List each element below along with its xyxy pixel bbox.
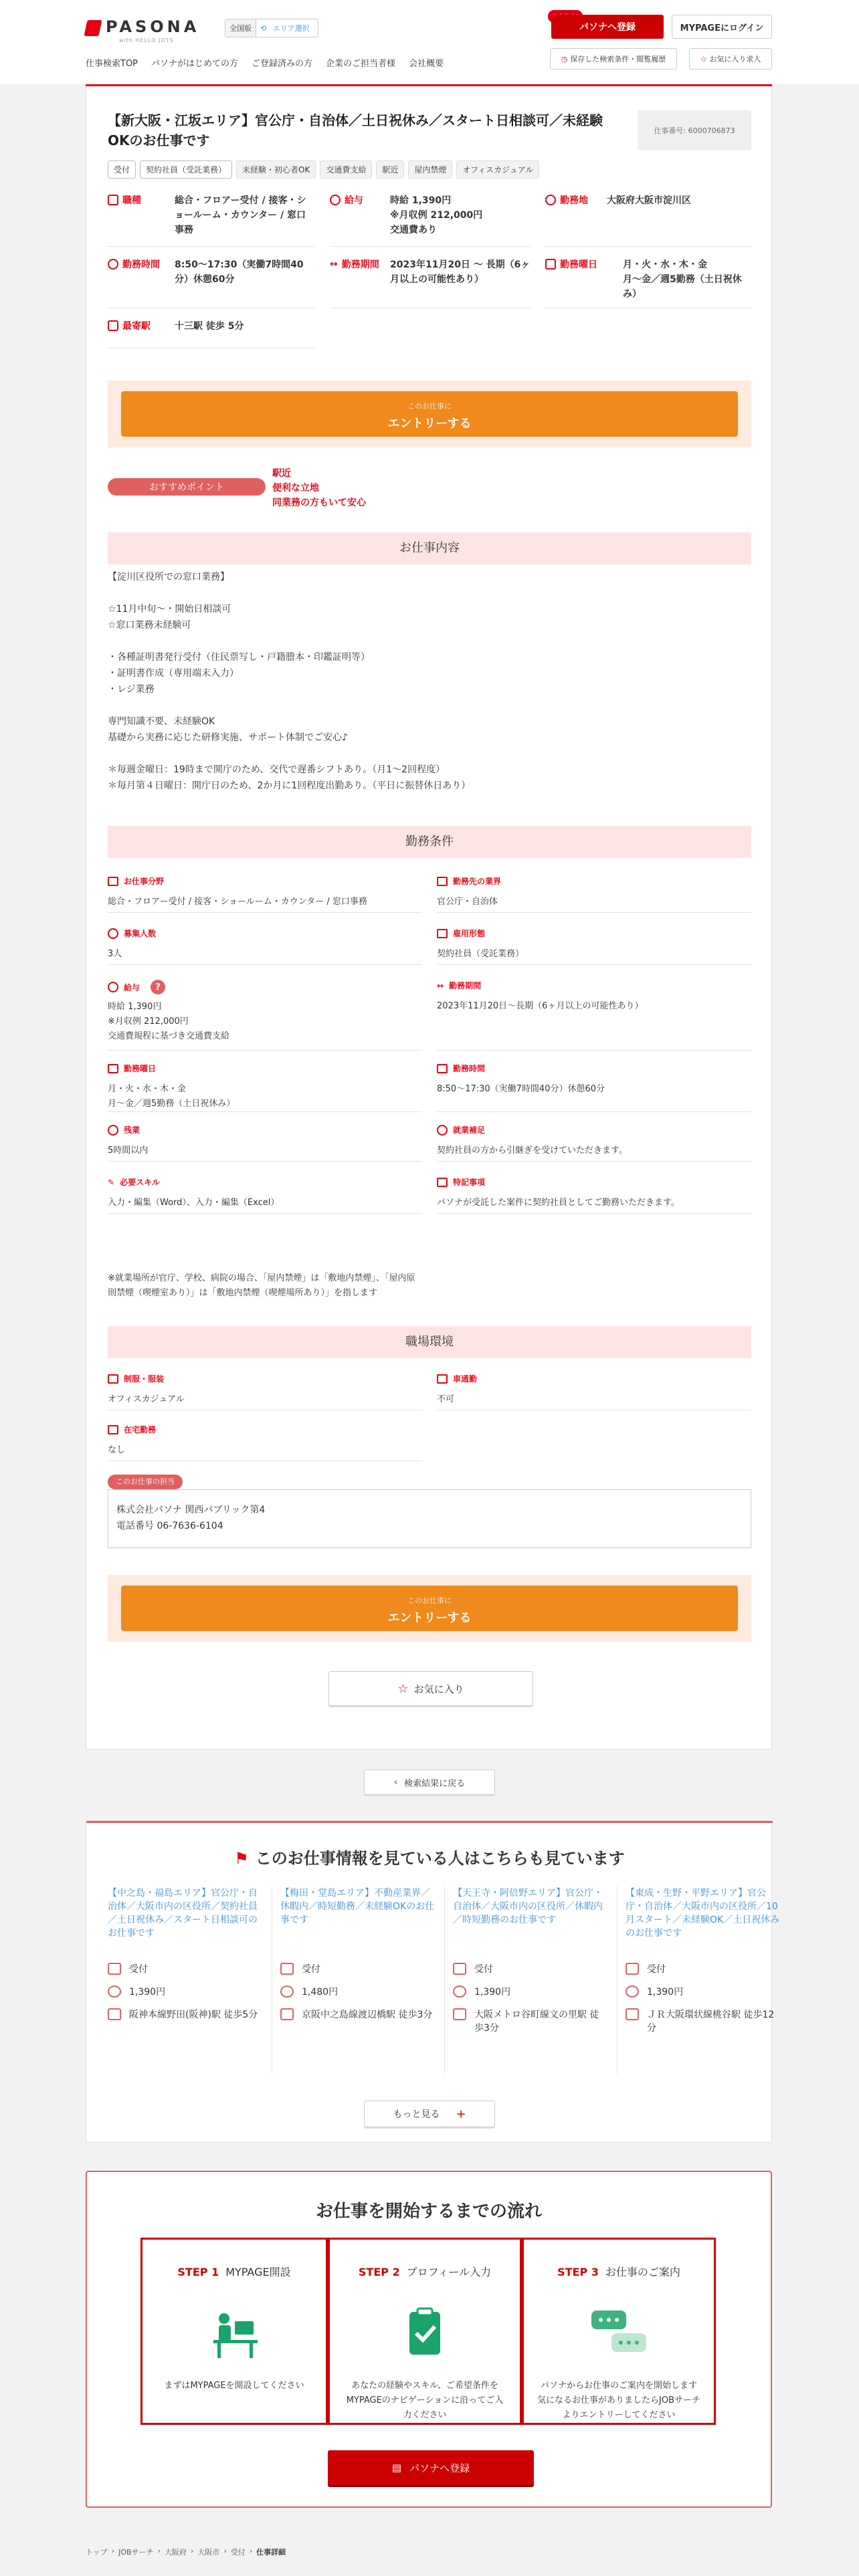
arrows-icon: ↔ [437, 980, 444, 990]
info-value: 月・火・水・木・金 月〜金／週5勤務（土日祝休み） [623, 259, 742, 300]
breadcrumb-sep: › [190, 2547, 194, 2555]
bag-icon [626, 1963, 639, 1975]
related-title-text: このお仕事情報を見ている人はこちらも見ています [255, 1849, 625, 1868]
money-bag-icon [330, 195, 341, 205]
add-favorite-button[interactable] [328, 1671, 533, 1706]
nav-about[interactable]: 会社概要 [409, 59, 444, 69]
related-job-station-text: 阪神本線野田(阪神)駅 徒歩5分 [129, 2010, 258, 2020]
workplace-remote [108, 1424, 422, 1461]
step-name: MYPAGE開設 [225, 2266, 291, 2278]
cond-label-text: 特記事項 [453, 1178, 486, 1187]
cond-label-text: 車通勤 [453, 1374, 478, 1384]
money-bag-icon [453, 1985, 466, 1998]
logo-text[interactable]: PASONA [106, 17, 200, 36]
workplace-dress [108, 1373, 422, 1410]
step-name: お仕事のご案内 [605, 2266, 680, 2278]
clock-icon [108, 259, 118, 270]
info-days [545, 257, 751, 308]
clock-icon [108, 1125, 118, 1136]
money-bag-icon [108, 1985, 121, 1998]
related-job-type-text: 受付 [647, 1964, 666, 1975]
info-label-text: 給与 [345, 195, 363, 206]
related-job-station [626, 2008, 781, 2035]
cond-label-text: 勤務曜日 [124, 1064, 157, 1073]
arrows-icon: ↔ [330, 259, 338, 270]
main-nav [86, 56, 457, 69]
related-job-type [453, 1963, 608, 1976]
train-icon [108, 2008, 121, 2020]
step-name: プロフィール入力 [406, 2266, 492, 2278]
area-select-link[interactable]: ⟲ エリア選択 [256, 23, 318, 33]
help-icon[interactable]: ? [151, 980, 165, 994]
bag-icon [280, 1963, 294, 1975]
flow-step-1 [140, 2238, 328, 2425]
site-header [0, 0, 859, 84]
related-job-station [280, 2008, 436, 2022]
tag: オフィスカジュアル [456, 160, 539, 179]
cond-label [108, 928, 422, 939]
cond-label-text: 残業 [124, 1125, 140, 1135]
cond-salary [108, 980, 422, 1051]
cond-value: 総合・フロアー受付 / 接客・ショールーム・カウンター / 窓口事務 [108, 897, 367, 907]
step-description: パソナからお仕事のご案内を開始します気になるお仕事がありましたらJOBサーチよりエントリーしてください [537, 2381, 700, 2420]
breadcrumb-item[interactable]: トップ [86, 2548, 108, 2557]
tag: 受付 [108, 160, 136, 179]
related-job-station-text: ＪＲ大阪環状線桃谷駅 徒歩12分 [647, 2010, 775, 2034]
info-label-text: 職種 [122, 195, 141, 206]
job-content-heading: お仕事内容 [108, 532, 751, 564]
info-label-text: 勤務期間 [341, 259, 379, 270]
info-period [330, 257, 531, 308]
info-value: 時給 1,390円 ※月収例 212,000円 交通費あり [390, 195, 483, 235]
step-description: まずはMYPAGEを開設してください [164, 2381, 304, 2391]
cond-value: パソナが受託した案件に契約社員としてご勤務いただきます。 [437, 1198, 680, 1208]
nav-registered[interactable]: ご登録済みの方 [252, 59, 313, 69]
cond-label-text: 勤務時間 [453, 1064, 486, 1073]
cond-label-text: 必要スキル [120, 1178, 160, 1187]
related-job-type [280, 1963, 436, 1976]
cond-label [108, 1373, 422, 1384]
cond-value: 契約社員（受託業務） [437, 949, 524, 959]
breadcrumb-sep: › [111, 2547, 115, 2555]
breadcrumb-sep: › [157, 2547, 161, 2555]
cond-hours [437, 1063, 751, 1112]
favorites-button[interactable] [689, 48, 772, 70]
flow-register-label: パソナへ登録 [409, 2462, 470, 2474]
info-value: 総合・フロアー受付 / 接客・ショールーム・カウンター / 窓口事務 [175, 195, 306, 235]
cond-label [437, 1176, 751, 1188]
related-job-card[interactable] [453, 1887, 608, 2035]
info-label [108, 319, 151, 332]
related-top-line [86, 1821, 773, 1823]
related-job-title[interactable]: 【中之島・福島エリア】官公庁・自治体／大阪市内の区役所／契約社員／土日祝休み／スタート日相談可のお仕事です [108, 1888, 258, 1939]
cond-label [437, 980, 751, 991]
area-select-label: エリア選択 [272, 24, 310, 33]
flow-register-button[interactable] [328, 2450, 534, 2485]
step-number: STEP 1 [177, 2266, 219, 2278]
info-label [545, 193, 588, 207]
cond-label-text: 就業補足 [453, 1125, 486, 1135]
money-bag-icon [626, 1985, 639, 1998]
people-icon [108, 928, 118, 939]
clipboard-icon [395, 2306, 455, 2360]
info-label-text: 最寄駅 [122, 321, 151, 332]
info-label-text: 勤務曜日 [560, 259, 597, 270]
breadcrumb-item[interactable]: 大阪市 [197, 2548, 220, 2557]
entry-button[interactable] [121, 391, 738, 437]
contact-badge: このお仕事の担当 [108, 1475, 183, 1489]
star-icon: ☆ [397, 1681, 409, 1696]
smoking-note: ※就業場所が官庁、学校、病院の場合、「屋内禁煙」は「敷地内禁煙」、「屋内原則禁煙（喫煙室あり）」は「敷地内禁煙（喫煙場所あり）」を指します [108, 1273, 415, 1298]
cond-label-text: 給与 [124, 982, 140, 992]
pen-icon: ✎ [108, 1177, 115, 1187]
cond-value: 契約社員の方から引継ぎを受けていただきます。 [437, 1146, 628, 1156]
cond-value: オフィスカジュアル [108, 1394, 185, 1404]
breadcrumb-sep: › [249, 2547, 253, 2555]
separator [444, 1887, 445, 2074]
cond-label-text: 募集人数 [124, 929, 157, 938]
flow-steps [140, 2238, 716, 2425]
cond-label [108, 1124, 422, 1136]
info-salary [330, 193, 531, 247]
cond-skills [108, 1176, 422, 1214]
related-job-type [626, 1963, 781, 1976]
related-title [86, 1845, 773, 1868]
cond-headcount [108, 928, 422, 965]
mypage-login-button[interactable]: MYPAGEにログイン [672, 15, 772, 39]
cond-industry [437, 875, 751, 913]
related-job-station-text: 京阪中之島線渡辺橋駅 徒歩3分 [302, 2010, 433, 2020]
job-title: 【新大阪・江坂エリア】官公庁・自治体／土日祝休み／スタート日相談可／未経験OKのお仕事です [108, 112, 603, 148]
related-job-pay [453, 1985, 608, 1999]
cond-employment [437, 928, 751, 965]
clock-icon: ◷ [561, 54, 568, 64]
cond-label [108, 980, 422, 994]
money-bag-icon [280, 1985, 294, 1998]
train-icon [280, 2008, 294, 2020]
cond-value: 月・火・水・木・金 月〜金／週5勤務（土日祝休み） [108, 1084, 235, 1109]
show-more-button[interactable] [364, 2101, 495, 2127]
job-description: 【淀川区役所での窓口業務】 ☆11月中旬〜・開始日相談可 ☆窓口業務未経験可 ・各種証明書発行受付（住民票写し・戸籍謄本・印鑑証明等） ・証明書作成（専用端末入力） ・レジ業務 専門知識不要、未経験OK 基礎から実務に応じた研修実施、サポート体制でご安心♪ ＊毎週金曜日：19時まで開庁のため、交代で遅番シフトあり。（月1〜2回程度） ＊毎月第４日曜日：開庁日のため、2か月に1回程度出勤あり。（平日に振替休日あり） [108, 572, 471, 791]
info-hours [108, 257, 315, 308]
area-selector[interactable] [225, 19, 318, 37]
cond-label-text: 勤務先の業界 [453, 877, 502, 886]
entry-section-bottom [108, 1575, 751, 1642]
cond-label [108, 1063, 422, 1074]
show-more-label: もっと見る [393, 2109, 440, 2120]
related-job-card[interactable] [626, 1887, 781, 2035]
info-label [545, 257, 597, 271]
tag: 未経験・初心者OK [236, 160, 316, 179]
cond-label [108, 875, 422, 887]
info-station [108, 319, 315, 348]
flow-step-3 [522, 2238, 716, 2425]
money-bag-icon [108, 982, 118, 992]
clock-icon [437, 1064, 448, 1073]
info-icon [437, 1125, 448, 1136]
step-number: STEP 3 [557, 2266, 599, 2278]
cond-label-text: 勤務期間 [449, 981, 482, 990]
favorites-label: お気に入り求人 [709, 55, 761, 64]
register-button[interactable]: パソナへ登録 [551, 15, 664, 39]
cond-notes [437, 1176, 751, 1214]
chevron-left-icon: ‹ [393, 1777, 398, 1788]
related-job-pay-text: 1,480円 [302, 1987, 339, 1998]
job-detail-card [86, 86, 772, 1749]
info-value: 2023年11月20日 〜 長期（6ヶ月以上の可能性あり） [390, 259, 531, 285]
related-job-pay-text: 1,390円 [129, 1987, 166, 1998]
cond-overtime [108, 1124, 422, 1162]
recommend-point: 便利な立地 [272, 483, 319, 494]
logo-subtitle: with HELLO JOTS [119, 37, 174, 43]
info-value: 8:50〜17:30（実働7時間40分）休憩60分 [175, 259, 304, 285]
cond-label [108, 1176, 422, 1188]
shirt-icon [108, 1374, 118, 1384]
cond-period [437, 980, 751, 1051]
recommend-point: 同業務の方もいて安心 [272, 498, 366, 508]
related-job-title[interactable]: 【東成・生野・平野エリア】官公庁・自治体／大阪市内の区役所／10月スタート／未経験OK／土日祝休みのお仕事です [626, 1888, 780, 1939]
contact-company: 株式会社パソナ 関西パブリック第4 [116, 1505, 266, 1515]
house-icon [108, 1425, 118, 1434]
document-icon [437, 1178, 448, 1187]
workplace-heading: 職場環境 [108, 1326, 751, 1358]
entry-sub-label: このお仕事に [407, 402, 452, 411]
cond-value: 時給 1,390円 ※月収例 212,000円 交通費規程に基づき交通費支給 [108, 1002, 230, 1041]
cond-value: 8:50〜17:30（実働7時間40分）休憩60分 [437, 1084, 605, 1094]
cond-value: 不可 [437, 1394, 455, 1404]
related-job-pay [108, 1985, 263, 1999]
recommend-point: 駅近 [272, 468, 291, 479]
pasona-logo-icon[interactable] [84, 20, 102, 36]
related-job-station [453, 2008, 608, 2035]
cond-supplement [437, 1124, 751, 1162]
entry-button-bottom[interactable] [121, 1586, 738, 1631]
bag-icon [437, 929, 448, 938]
contact-box [108, 1489, 751, 1548]
related-job-pay [280, 1985, 436, 1999]
flag-icon: ⚑ [234, 1849, 249, 1868]
cond-value: 入力・編集（Word）、入力・編集（Excel） [108, 1198, 280, 1208]
star-icon: ☆ [700, 54, 707, 64]
back-to-results-button[interactable] [364, 1769, 495, 1795]
related-job-pay-text: 1,390円 [474, 1987, 511, 1998]
cond-label [437, 928, 751, 939]
recommend-point-badge: おすすめポイント [108, 478, 266, 496]
workplace-car [437, 1373, 751, 1410]
recommend-points [272, 466, 366, 510]
nav-company[interactable]: 企業のご担当者様 [326, 59, 396, 69]
cond-field [108, 875, 422, 913]
breadcrumb-current: 仕事詳細 [256, 2548, 286, 2557]
step-description: あなたの経験やスキル、ご希望条件をMYPAGEのナビゲーションに沿ってご入力ください [346, 2381, 504, 2420]
train-icon [453, 2008, 466, 2020]
nav-job-search-top[interactable]: 仕事検索TOP [86, 59, 138, 69]
start-flow-section [86, 2171, 772, 2508]
related-job-card[interactable] [280, 1887, 436, 2022]
saved-search-label: 保存した検索条件・閲覧履歴 [570, 55, 666, 64]
breadcrumb-item[interactable]: 受付 [230, 2548, 246, 2557]
bag-icon [453, 1963, 466, 1975]
related-job-pay-text: 1,390円 [647, 1987, 684, 1998]
related-job-card[interactable] [108, 1887, 263, 2022]
flow-step-2 [328, 2238, 522, 2425]
related-job-station-text: 大阪メトロ谷町線文の里駅 徒歩3分 [474, 2010, 599, 2034]
tag: 駅近 [376, 160, 404, 179]
info-location [545, 193, 751, 247]
person-at-desk-icon [204, 2306, 264, 2360]
entry-main-label: エントリーする [387, 417, 472, 431]
conditions-heading: 勤務条件 [108, 826, 751, 858]
cond-label [437, 1373, 751, 1384]
related-job-type-text: 受付 [302, 1964, 320, 1975]
saved-search-button[interactable] [550, 48, 677, 70]
contact-phone: 電話番号 06-7636-6104 [116, 1521, 223, 1531]
job-number: 仕事番号: 6000706873 [638, 110, 751, 150]
info-label-text: 勤務時間 [122, 259, 160, 270]
entry-sub-label: このお仕事に [407, 1596, 452, 1605]
info-value: 大阪府大阪市淀川区 [607, 195, 691, 206]
bag-icon [108, 195, 118, 205]
chat-bubbles-icon [589, 2306, 649, 2360]
related-job-title[interactable]: 【天王寺・阿倍野エリア】官公庁・自治体／大阪市内の区役所／休暇内／時短勤務のお仕事です [453, 1888, 603, 1925]
id-card-icon: ▤ [391, 2462, 402, 2474]
breadcrumb-sep: › [223, 2547, 227, 2555]
info-label [330, 257, 379, 271]
related-job-type-text: 受付 [129, 1964, 148, 1975]
breadcrumb [86, 2547, 286, 2557]
building-icon [437, 877, 448, 886]
cond-days [108, 1063, 422, 1112]
nav-first-time[interactable]: パソナがはじめての方 [151, 59, 239, 69]
breadcrumb-item[interactable]: 大阪府 [164, 2548, 187, 2557]
related-job-type-text: 受付 [474, 1964, 493, 1975]
cond-label [108, 1424, 422, 1435]
info-label-text: 勤務地 [560, 195, 588, 206]
breadcrumb-item[interactable]: JOBサーチ [118, 2548, 154, 2557]
info-label [330, 193, 363, 207]
train-icon [108, 320, 118, 331]
cond-value: 3人 [108, 949, 122, 959]
info-job-type [108, 193, 315, 247]
bag-icon [108, 877, 118, 886]
bag-icon [108, 1963, 121, 1975]
step-heading [142, 2264, 326, 2279]
calendar-icon [545, 259, 556, 270]
entry-section [108, 381, 751, 447]
tag: 交通費支給 [320, 160, 372, 179]
related-job-pay [626, 1985, 781, 1999]
cond-label [437, 1063, 751, 1074]
cond-value: 2023年11月20日〜長期（6ヶ月以上の可能性あり） [437, 1001, 644, 1011]
entry-main-label: エントリーする [387, 1611, 472, 1625]
info-label [108, 193, 141, 207]
cond-value: 5時間以内 [108, 1146, 149, 1156]
tag: 屋内禁煙 [408, 160, 452, 179]
related-job-type [108, 1963, 263, 1976]
step-heading [524, 2264, 714, 2279]
back-label: 検索結果に戻る [404, 1778, 466, 1789]
cond-value: 官公庁・自治体 [437, 897, 498, 907]
car-icon [437, 1374, 448, 1384]
favorite-label: お気に入り [413, 1683, 464, 1695]
info-value: 十三駅 徒歩 5分 [175, 321, 244, 332]
related-job-station [108, 2008, 263, 2022]
flow-title: お仕事を開始するまでの流れ [315, 2202, 542, 2222]
step-number: STEP 2 [358, 2266, 400, 2278]
calendar-icon [108, 1064, 118, 1073]
cond-label-text: 在宅勤務 [124, 1425, 157, 1434]
info-label [108, 257, 160, 271]
step-heading [330, 2264, 520, 2279]
job-tags [108, 160, 539, 179]
cond-value: なし [108, 1445, 126, 1455]
plus-icon: + [456, 2107, 466, 2121]
cond-label [437, 1124, 751, 1136]
pin-icon [545, 195, 556, 205]
cond-label-text: 制服・服装 [124, 1374, 165, 1384]
train-icon [626, 2008, 639, 2020]
cond-label-text: 雇用形態 [453, 929, 486, 938]
area-current: 全国版 [225, 19, 256, 37]
related-job-title[interactable]: 【梅田・堂島エリア】不動産業界／休暇内／時短勤務／未経験OKのお仕事です [280, 1888, 435, 1925]
cond-label-text: お仕事分野 [124, 877, 165, 886]
tag: 契約社員（受託業務） [140, 160, 232, 179]
cond-label [437, 875, 751, 887]
related-jobs-section [86, 1820, 780, 2143]
